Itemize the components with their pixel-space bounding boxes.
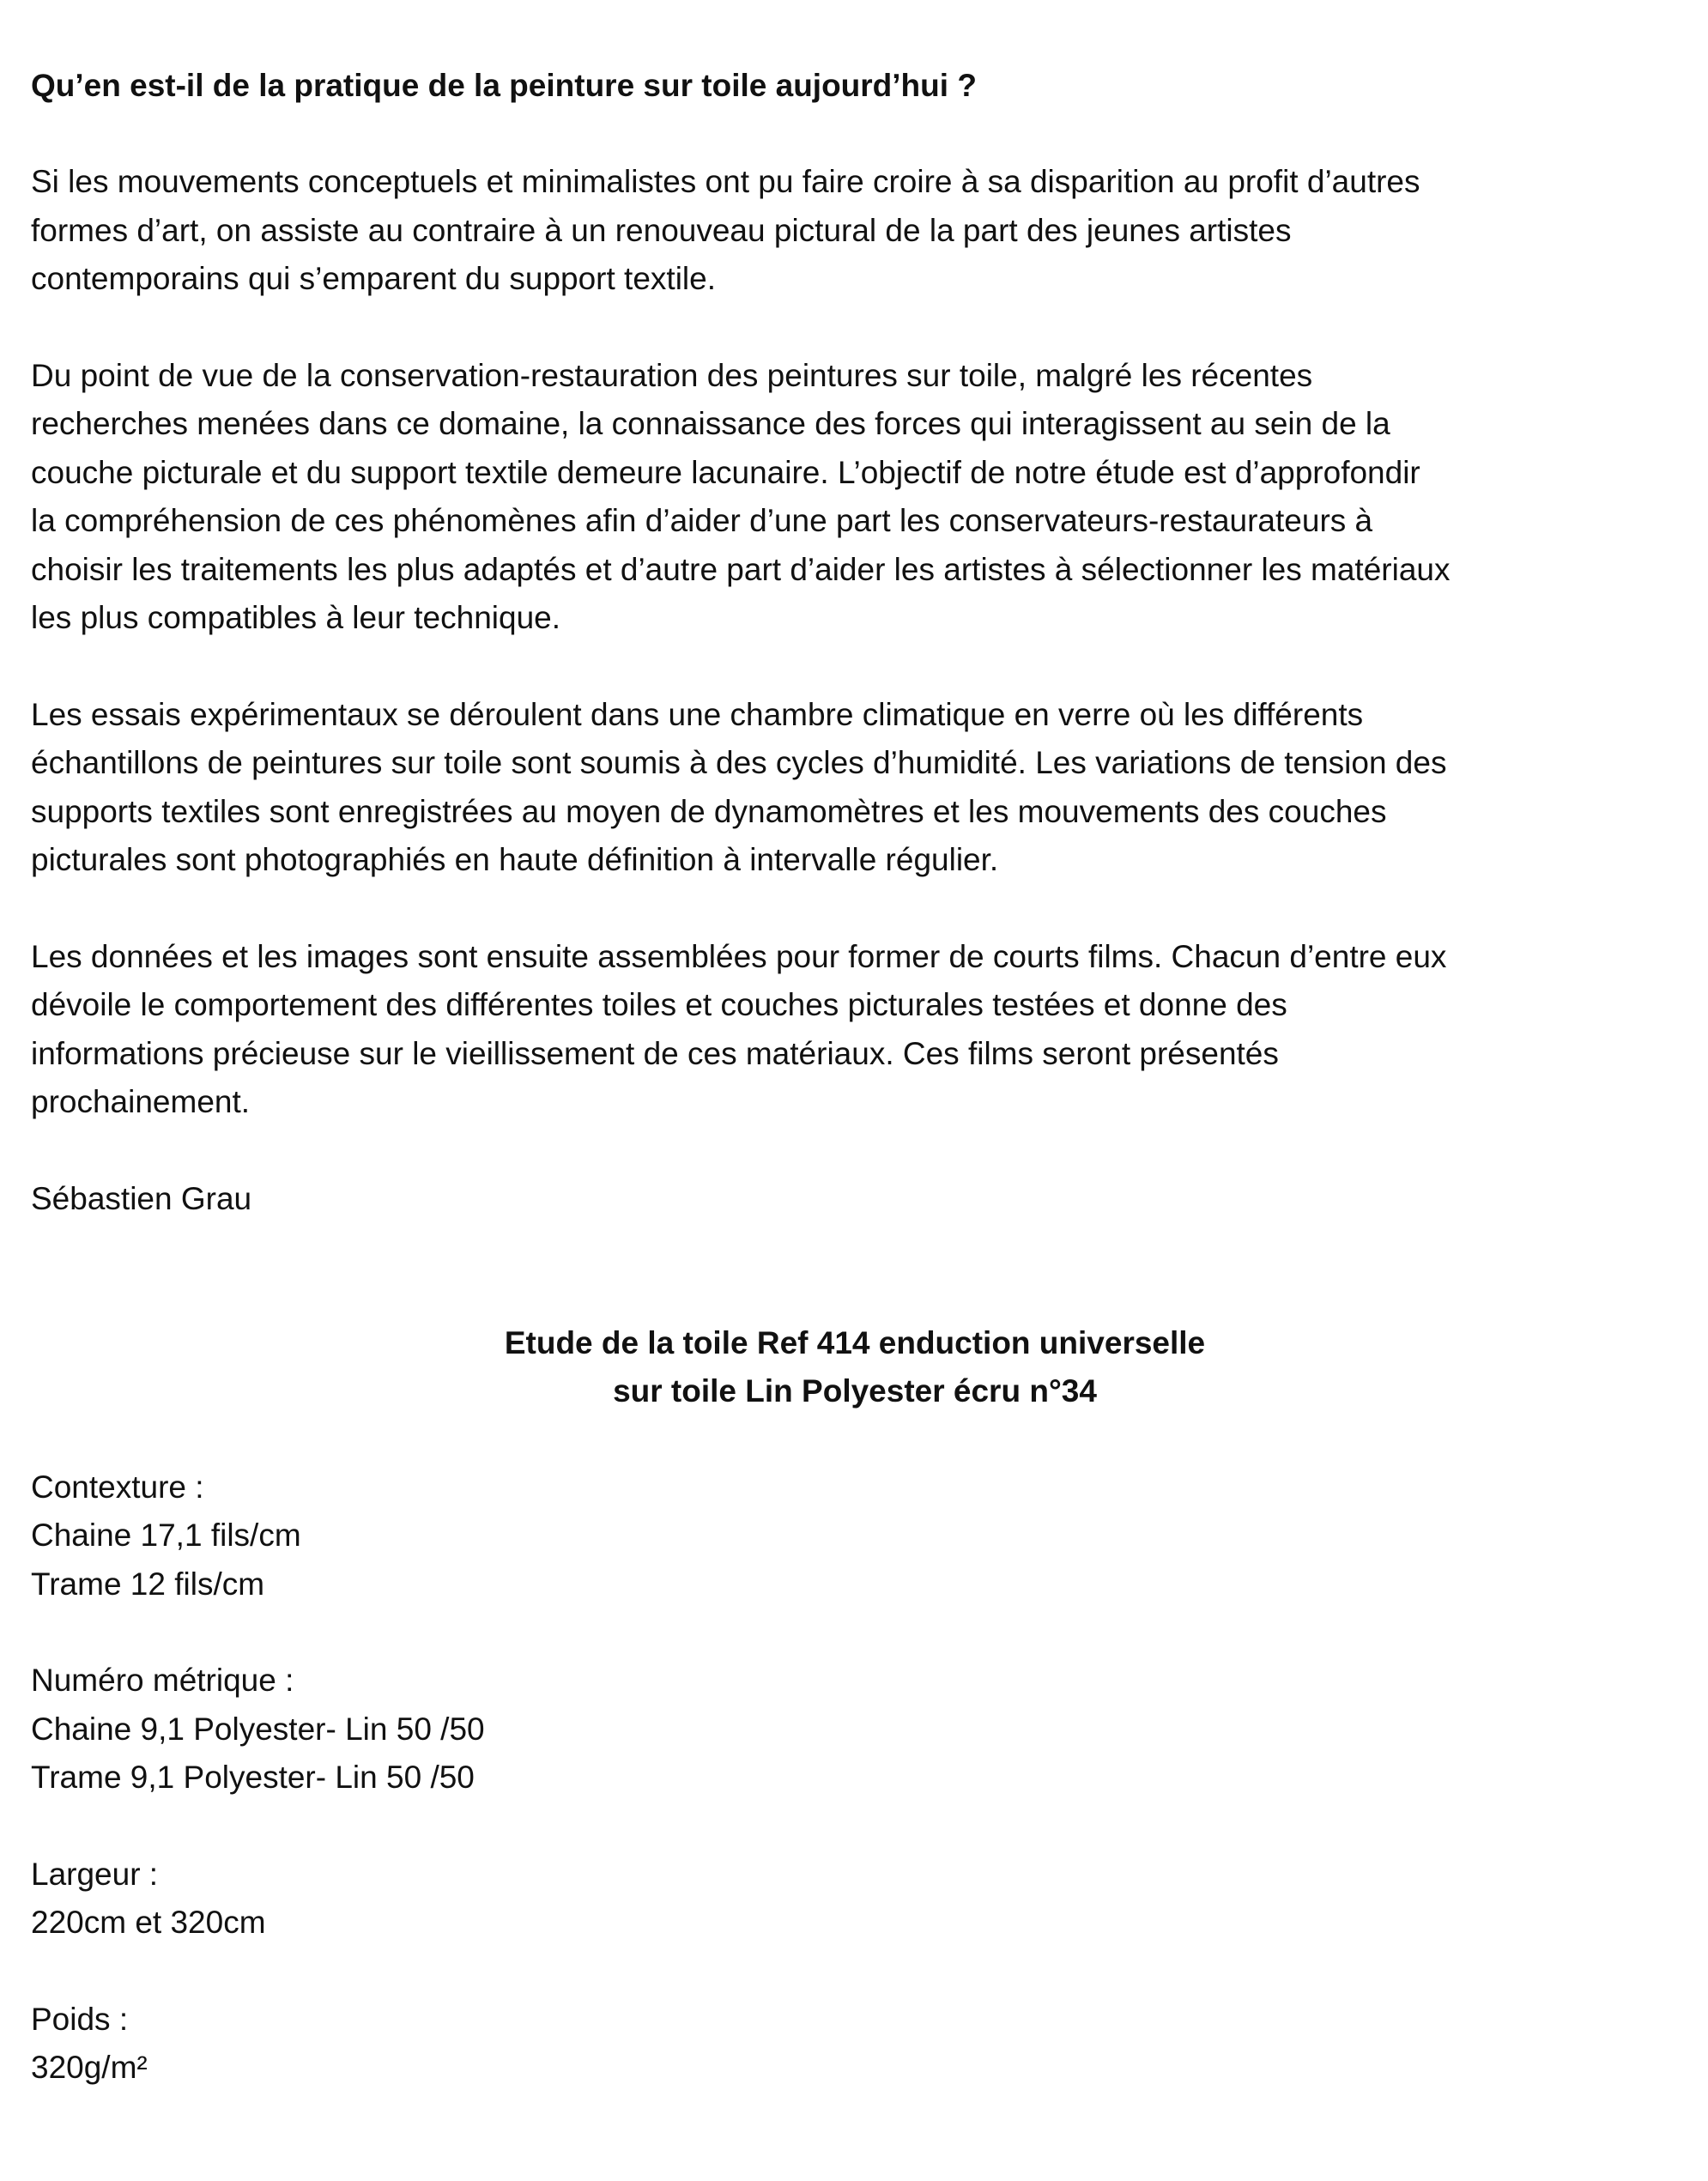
document-heading: Qu’en est-il de la pratique de la peinture sur toile aujourd’hui ? xyxy=(31,68,977,103)
document-page xyxy=(31,62,1679,2093)
author-signature: Sébastien Grau xyxy=(31,1180,252,1216)
spec-value: Chaine 9,1 Polyester- Lin 50 /50 xyxy=(31,1711,485,1747)
spec-label: Largeur : xyxy=(31,1856,159,1892)
spec-poids xyxy=(31,1996,1679,2093)
paragraph-conservation: Du point de vue de la conservation-restauration des peintures sur toile, malgré les récentes recherches menées dans ce domaine, la connaissance des forces qui interagissent au sein de la couche picturale et du support textile demeure lacunaire. L’objectif de notre étude est d’approfondir la compréhension de ces phénomènes afin d’aider d’une part les conservateurs-restaurateurs à choisir les traitements les plus adaptés et d’autre part d’aider les artistes à sélectionner les matériaux les plus compatibles à leur technique. xyxy=(31,357,1451,635)
spec-value: Chaine 17,1 fils/cm xyxy=(31,1518,301,1553)
paragraph-films: Les données et les images sont ensuite assemblées pour former de courts films. Chacun d’entre eux dévoile le comportement des différentes toiles et couches picturales testées et donne des informations précieuse sur le vieillissement de ces matériaux. Ces films seront présentés prochainement. xyxy=(31,938,1447,1119)
paragraph-intro: Si les mouvements conceptuels et minimalistes ont pu faire croire à sa disparition au profit d’autres formes d’art, on assiste au contraire à un renouveau pictural de la part des jeunes artistes contemporains qui s’emparent du support textile. xyxy=(31,164,1420,296)
spec-label: Numéro métrique : xyxy=(31,1663,294,1698)
spec-contexture xyxy=(31,1463,1679,1609)
spec-largeur xyxy=(31,1851,1679,1948)
paragraph-experiments: Les essais expérimentaux se déroulent dans une chambre climatique en verre où les différents échantillons de peintures sur toile sont soumis à des cycles d’humidité. Les variations de tension des supports textiles sont enregistrées au moyen de dynamomètres et les mouvements des couches picturales sont photographiés en haute définition à intervalle régulier. xyxy=(31,696,1447,877)
study-title: Etude de la toile Ref 414 enduction universelle sur toile Lin Polyester écru n°34 xyxy=(504,1324,1206,1409)
spec-value: 320g/m² xyxy=(31,2050,148,2085)
spec-label: Contexture : xyxy=(31,1469,204,1505)
spec-value: Trame 12 fils/cm xyxy=(31,1566,265,1602)
spec-value: Trame 9,1 Polyester- Lin 50 /50 xyxy=(31,1760,475,1795)
spec-numero-metrique xyxy=(31,1657,1679,1802)
spec-value: 220cm et 320cm xyxy=(31,1905,266,1940)
spec-label: Poids : xyxy=(31,2001,129,2037)
